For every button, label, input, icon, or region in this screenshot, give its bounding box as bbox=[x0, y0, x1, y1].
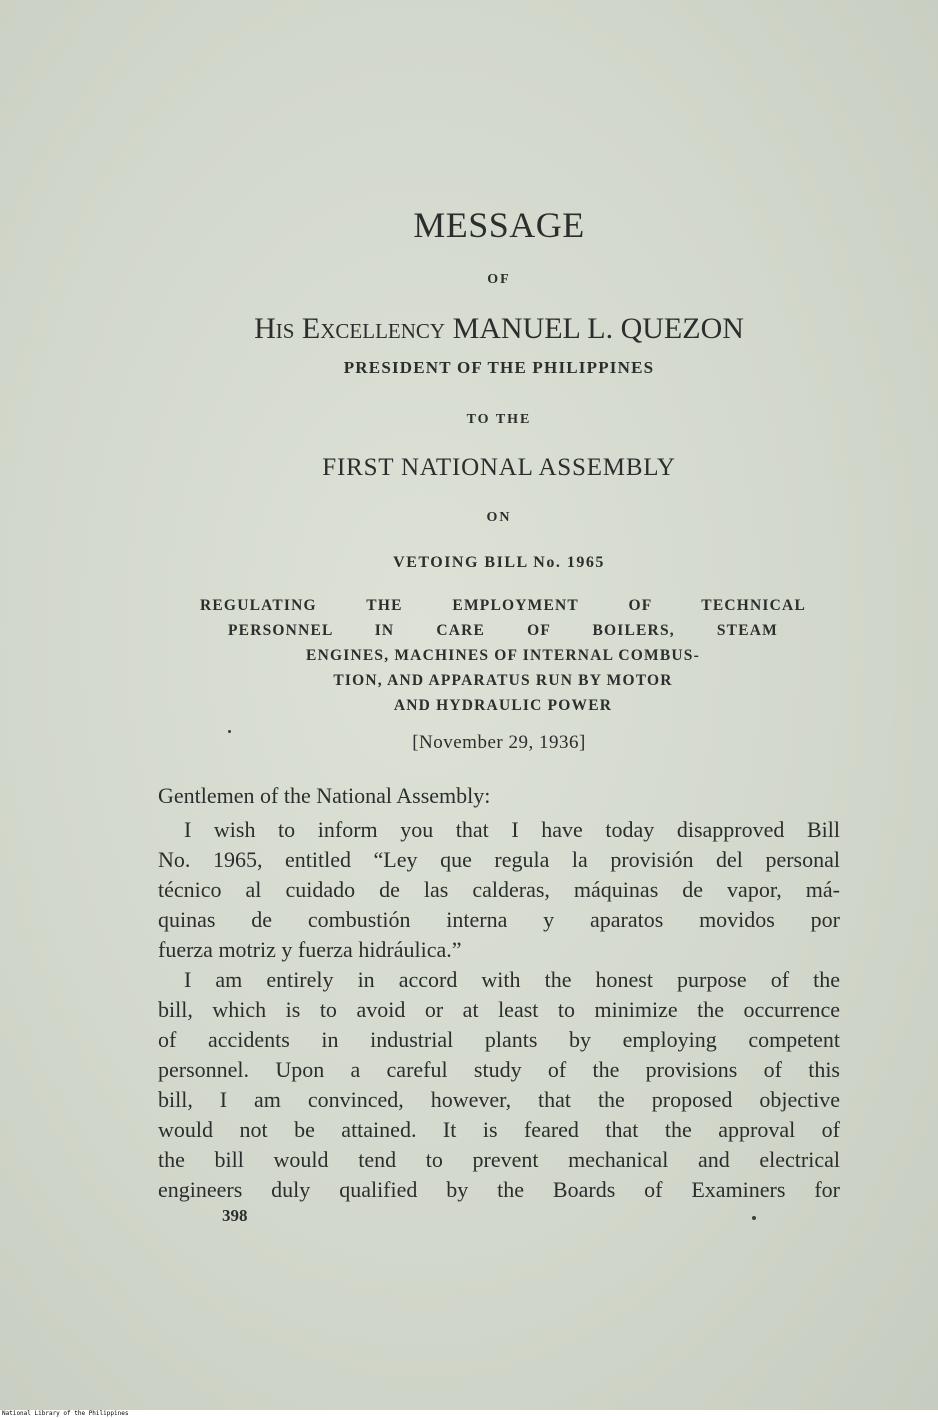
ink-speck bbox=[228, 730, 231, 733]
on-label: ON bbox=[486, 510, 512, 525]
paragraph-line: técnico al cuidado de las calderas, máquinas de vapor, má- bbox=[158, 877, 840, 902]
addressee-line bbox=[30, 312, 938, 346]
paragraph-line: No. 1965, entitled “Ley que regula la provisión del personal bbox=[158, 847, 840, 872]
bill-subject-line: ENGINES, MACHINES OF INTERNAL COMBUS- bbox=[306, 647, 700, 664]
paragraph-line: the bill would tend to prevent mechanical and electrical bbox=[158, 1147, 840, 1172]
message-title: MESSAGE bbox=[413, 205, 585, 245]
of-label: OF bbox=[487, 272, 511, 287]
paragraph-line: I am entirely in accord with the honest purpose of the bbox=[184, 967, 840, 992]
vetoing-bill-heading: VETOING BILL No. 1965 bbox=[393, 554, 605, 571]
paragraph-line: fuerza motriz y fuerza hidráulica.” bbox=[158, 937, 462, 962]
paragraph-line: of accidents in industrial plants by employing competent bbox=[158, 1027, 840, 1052]
bill-subject-block bbox=[200, 593, 806, 718]
paragraph-line: personnel. Upon a careful study of the provisions of this bbox=[158, 1057, 840, 1082]
paragraph-line: quinas de combustión interna y aparatos movidos por bbox=[158, 907, 840, 932]
assembly-name: FIRST NATIONAL ASSEMBLY bbox=[322, 454, 676, 481]
excellency-prefix: His Excellency bbox=[254, 312, 446, 345]
message-date: [November 29, 1936] bbox=[412, 732, 586, 753]
paragraph-line: bill, I am convinced, however, that the proposed objective bbox=[158, 1087, 840, 1112]
bill-subject-line: REGULATING THE EMPLOYMENT OF TECHNICAL bbox=[200, 597, 806, 614]
salutation: Gentlemen of the National Assembly: bbox=[158, 783, 491, 808]
library-footer: National Library of the Philippines bbox=[0, 1410, 938, 1418]
paragraph-line: engineers duly qualified by the Boards of Examiners for bbox=[158, 1177, 840, 1202]
page-number: 398 bbox=[222, 1206, 248, 1225]
to-the-label: TO THE bbox=[466, 412, 532, 427]
body-paragraphs bbox=[158, 815, 840, 1205]
president-name: MANUEL L. QUEZON bbox=[452, 312, 744, 345]
bill-subject-line: AND HYDRAULIC POWER bbox=[393, 697, 613, 714]
bill-subject-line: PERSONNEL IN CARE OF BOILERS, STEAM bbox=[228, 622, 778, 639]
paragraph-line: bill, which is to avoid or at least to minimize the occurrence bbox=[158, 997, 840, 1022]
paragraph-line: I wish to inform you that I have today disapproved Bill bbox=[184, 817, 840, 842]
president-title: PRESIDENT OF THE PHILIPPINES bbox=[343, 358, 655, 377]
paragraph-line: would not be attained. It is feared that the approval of bbox=[158, 1117, 840, 1142]
ink-speck bbox=[752, 1216, 756, 1220]
bill-subject-line: TION, AND APPARATUS RUN BY MOTOR bbox=[333, 672, 673, 689]
